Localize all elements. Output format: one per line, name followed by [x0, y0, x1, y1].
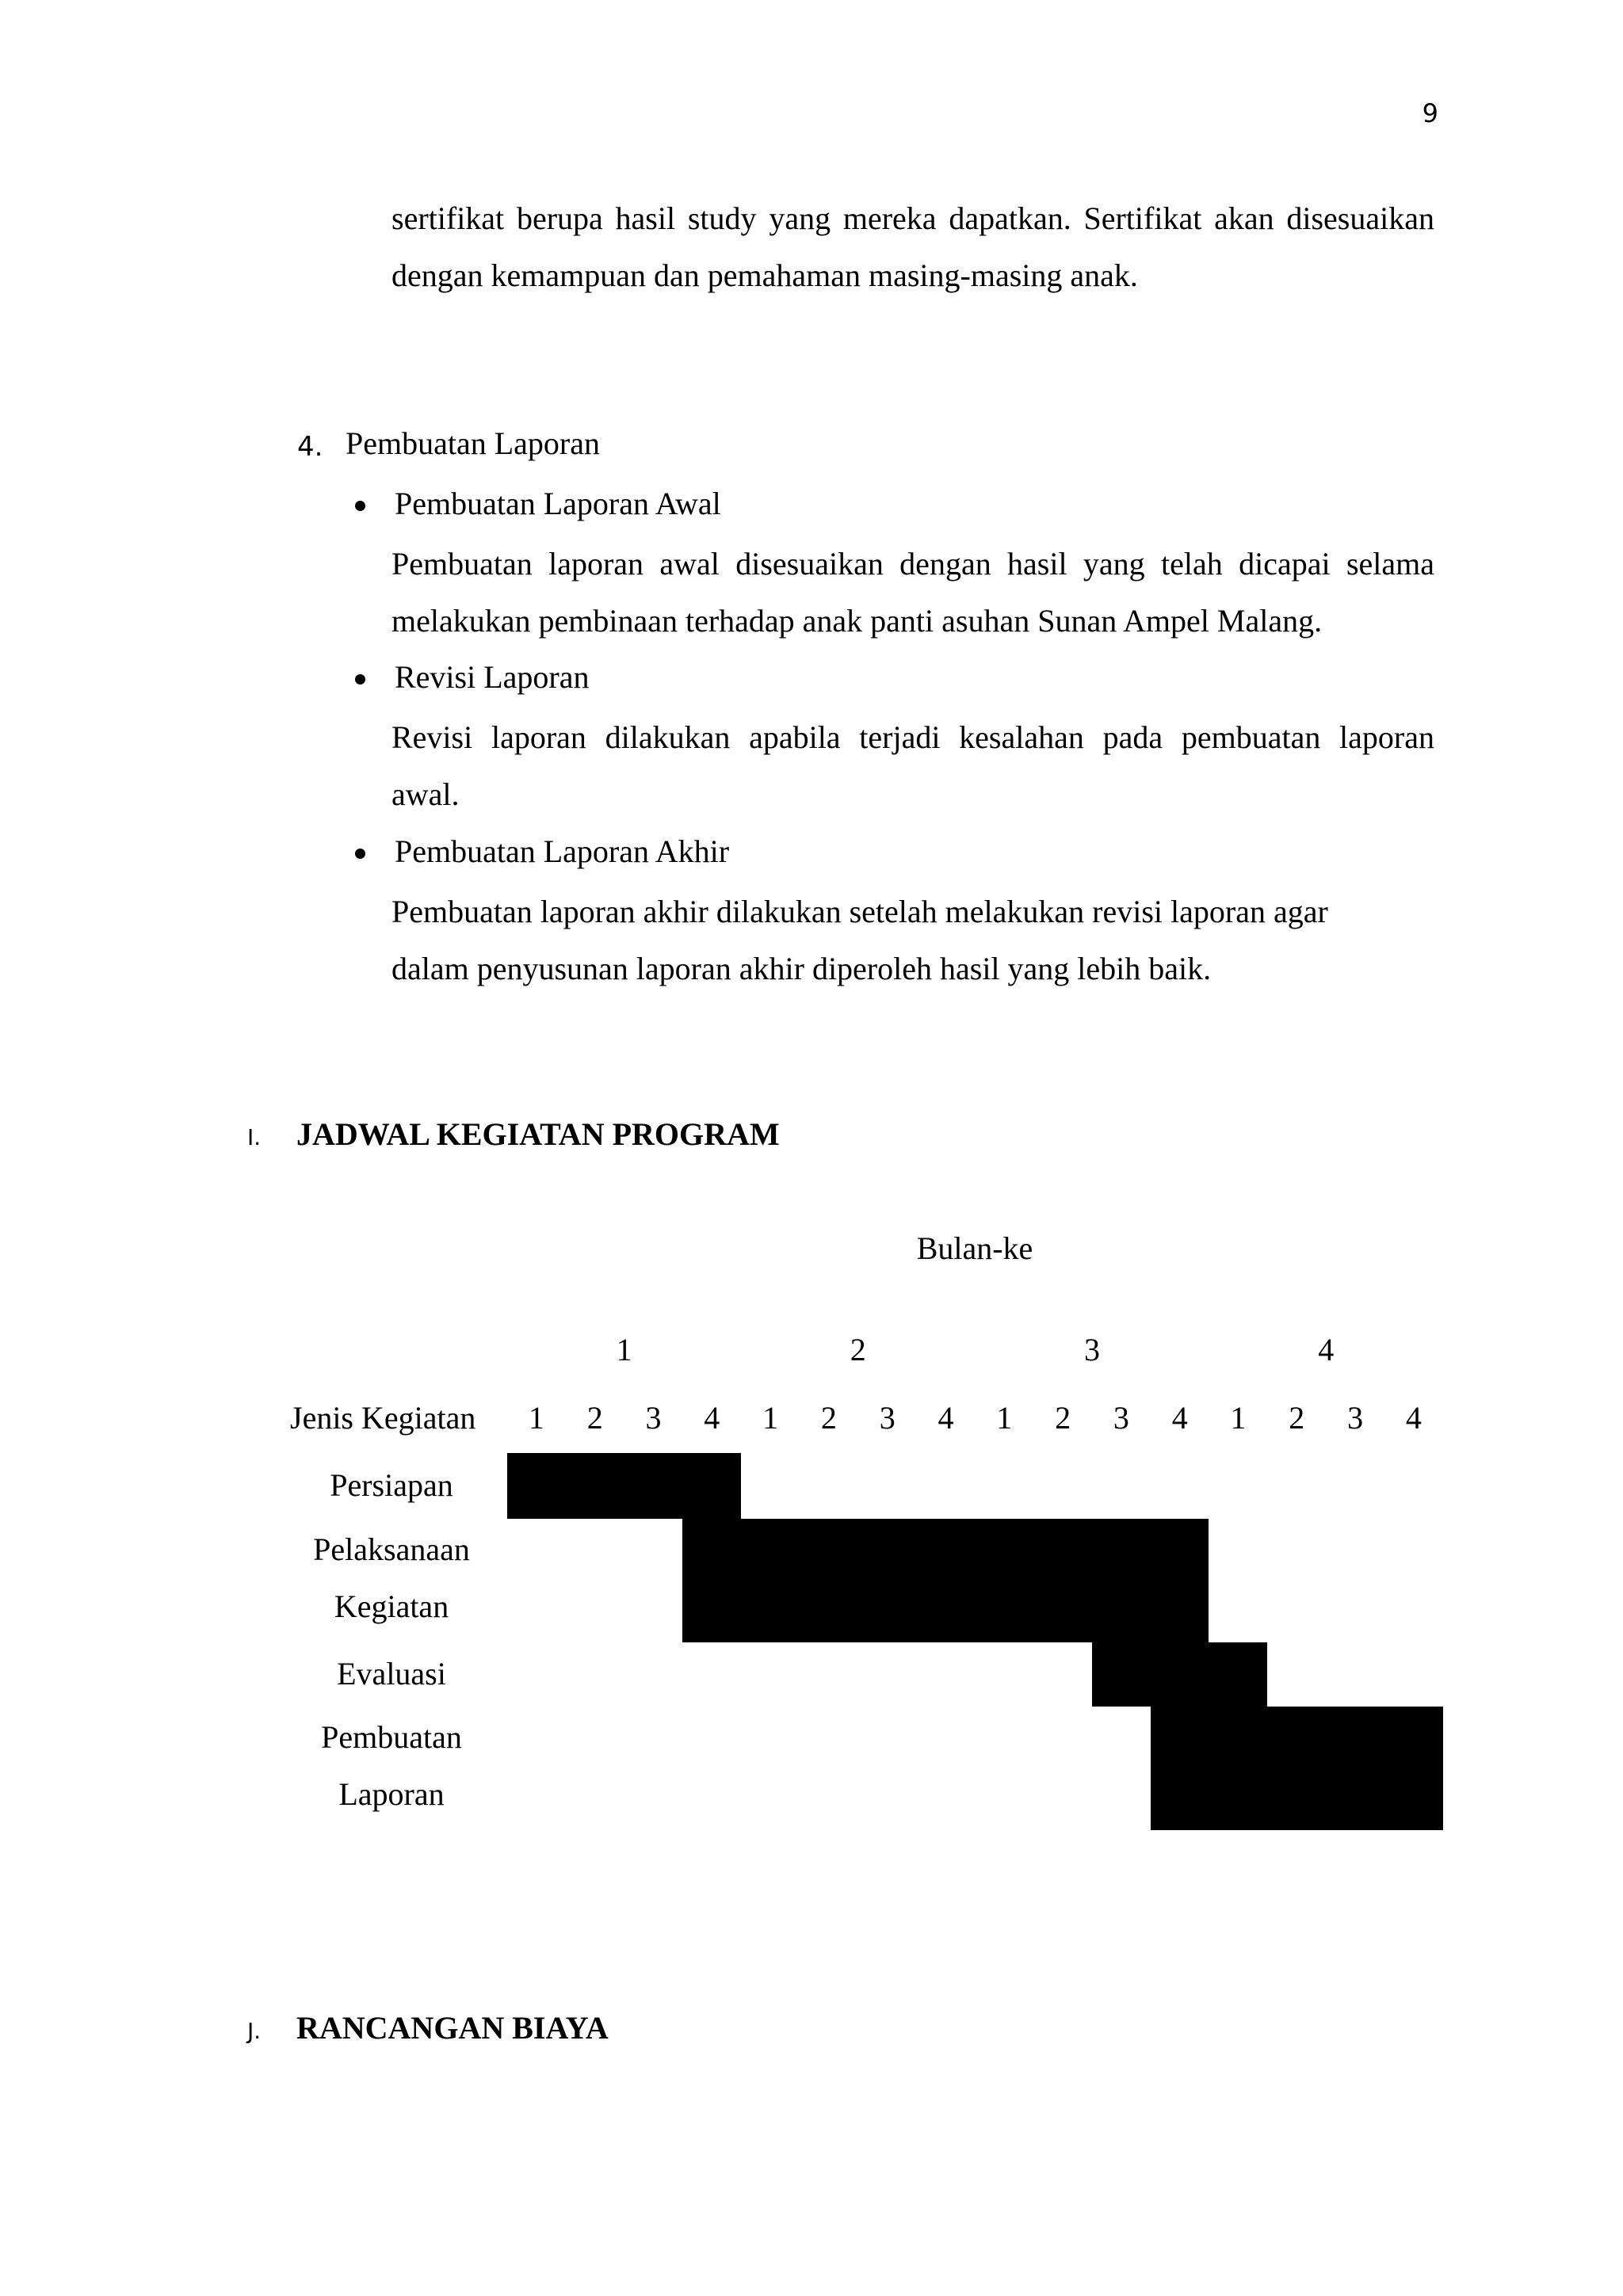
intro-line-2: dengan kemampuan dan pemahaman masing-masing anak. [391, 257, 1138, 293]
activity-bar [682, 1519, 1209, 1642]
activity-label [273, 1709, 510, 1823]
section-4-number: 4. [297, 431, 323, 463]
activity-label-line: Evaluasi [337, 1656, 446, 1691]
week-number: 2 [586, 1400, 603, 1436]
month-number: 2 [850, 1332, 866, 1367]
week-number: 3 [879, 1400, 896, 1436]
section-i-heading: JADWAL KEGIATAN PROGRAM [296, 1116, 780, 1152]
activity-label [273, 1646, 510, 1703]
week-number: 4 [938, 1400, 954, 1436]
activity-label-line: Pembuatan [321, 1719, 462, 1755]
bullet-title-laporan-akhir: Pembuatan Laporan Akhir [395, 833, 730, 869]
week-number: 4 [1171, 1400, 1188, 1436]
body-line: Pembuatan laporan akhir dilakukan setelah melakukan revisi laporan agar [391, 894, 1328, 929]
week-number: 3 [645, 1400, 662, 1436]
body-line: Revisi laporan dilakukan apabila terjadi kesalahan pada pembuatan laporan [391, 719, 1434, 755]
section-j-letter: J. [247, 2018, 262, 2044]
row-header-label: Jenis Kegiatan [290, 1400, 476, 1436]
activity-label-line: Persiapan [330, 1467, 453, 1503]
week-number: 4 [1405, 1400, 1422, 1436]
activity-bar [1151, 1707, 1443, 1830]
week-number: 1 [1230, 1400, 1247, 1436]
month-number: 1 [616, 1332, 632, 1367]
body-line: melakukan pembinaan terhadap anak panti asuhan Sunan Ampel Malang. [391, 603, 1323, 639]
week-number: 1 [996, 1400, 1013, 1436]
week-number: 2 [820, 1400, 837, 1436]
month-number: 4 [1318, 1332, 1335, 1367]
week-number: 3 [1347, 1400, 1364, 1436]
activity-label [273, 1521, 510, 1635]
week-number: 1 [762, 1400, 779, 1436]
week-number: 3 [1113, 1400, 1129, 1436]
activity-label-line: Laporan [338, 1776, 445, 1812]
activity-label [273, 1457, 510, 1514]
section-i-letter: I. [247, 1124, 262, 1150]
activity-bar [1092, 1642, 1267, 1707]
section-4-title: Pembuatan Laporan [346, 425, 600, 461]
month-axis-label: Bulan-ke [916, 1230, 1033, 1266]
week-number: 2 [1289, 1400, 1305, 1436]
activity-label-line: Pelaksanaan [313, 1531, 470, 1567]
section-j-heading: RANCANGAN BIAYA [296, 2010, 609, 2046]
body-line: awal. [391, 776, 460, 812]
week-number: 1 [528, 1400, 544, 1436]
body-line: Pembuatan laporan awal disesuaikan dengan hasil yang telah dicapai selama [391, 546, 1434, 582]
activity-label-line: Kegiatan [334, 1589, 449, 1624]
intro-line-1: sertifikat berupa hasil study yang mereka dapatkan. Sertifikat akan disesuaikan [391, 200, 1434, 236]
bullet-title-laporan-awal: Pembuatan Laporan Awal [395, 486, 721, 521]
bullet-title-revisi: Revisi Laporan [395, 659, 590, 695]
activity-bar [507, 1453, 741, 1519]
week-number: 2 [1055, 1400, 1071, 1436]
week-number: 4 [704, 1400, 720, 1436]
body-line: dalam penyusunan laporan akhir diperoleh hasil yang lebih baik. [391, 951, 1212, 986]
month-number: 3 [1084, 1332, 1100, 1367]
page-number: 9 [1422, 98, 1438, 128]
